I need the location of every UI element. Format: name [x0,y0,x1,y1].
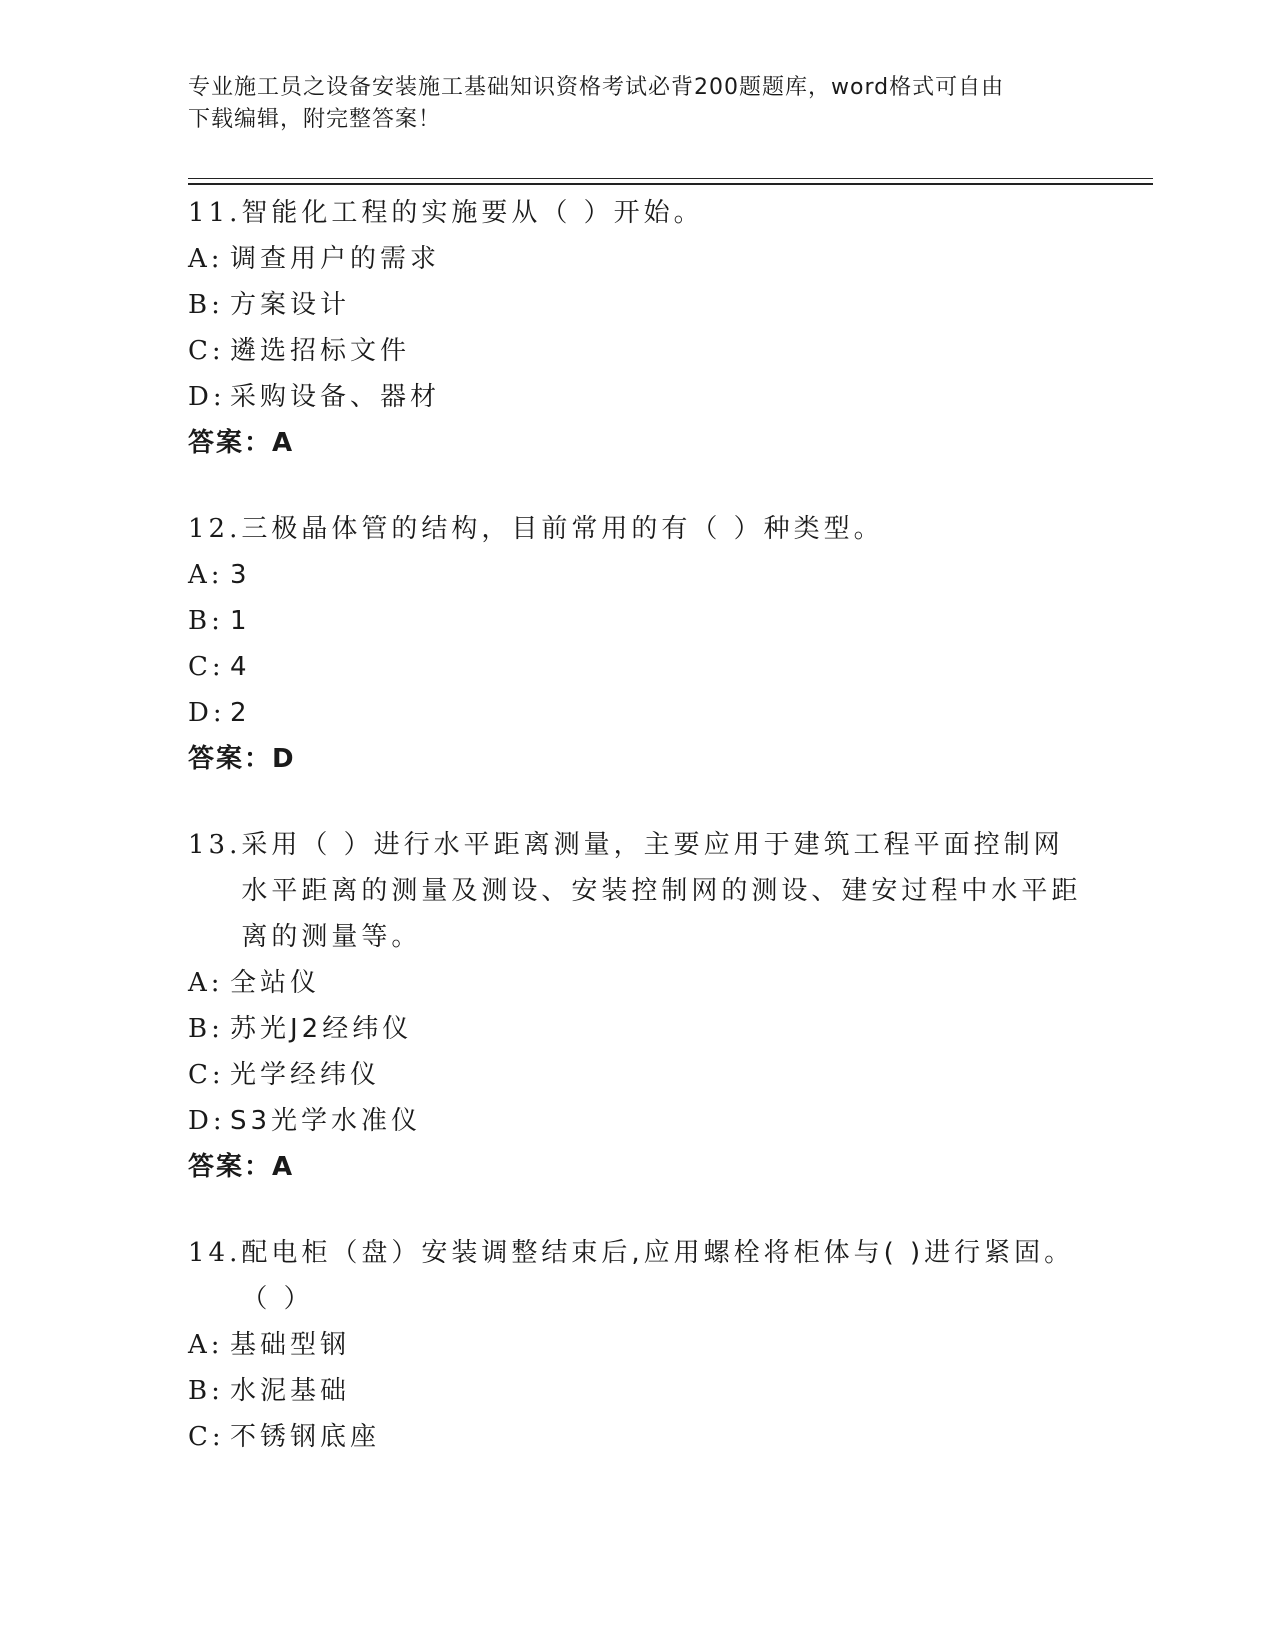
option-letter: C: [188,1422,225,1452]
question-text: 三极晶体管的结构，目前常用的有（ ）种类型。 [241,514,884,544]
header-line-2: 下载编辑，附完整答案！ [188,107,442,132]
header-divider [188,178,1153,185]
option-c [188,1414,1088,1460]
question-number: 14. [188,1238,242,1268]
option-b [188,1006,1088,1052]
question-12 [188,506,1088,782]
option-text: 光学经纬仪 [230,1060,381,1090]
option-letter: C: [188,336,225,366]
question-text: 配电柜（盘）安装调整结束后,应用螺栓将柜体与( )进行紧固。（ ） [241,1238,1075,1314]
question-list [188,190,1088,1500]
option-c [188,644,1088,690]
option-letter: C: [188,652,225,682]
option-letter: B: [188,606,224,636]
option-a [188,236,1088,282]
document-header [188,72,1068,136]
answer-line: 答案：D [188,744,296,774]
option-a [188,960,1088,1006]
option-letter: D: [188,698,226,728]
header-line-1: 专业施工员之设备安装施工基础知识资格考试必背200题题库，word格式可自由 [188,75,1005,100]
question-11 [188,190,1088,466]
option-letter: A: [188,968,224,998]
option-text: 采购设备、器材 [230,382,441,412]
option-letter: B: [188,1376,224,1406]
option-text: 方案设计 [230,290,351,320]
option-c [188,1052,1088,1098]
question-14 [188,1230,1088,1460]
option-letter: A: [188,244,224,274]
question-number: 12. [188,514,242,544]
option-letter: B: [188,1014,224,1044]
option-text: 调查用户的需求 [230,244,441,274]
option-text: 3 [230,560,251,590]
option-a [188,1322,1088,1368]
option-text: 不锈钢底座 [230,1422,381,1452]
option-text: 水泥基础 [230,1376,351,1406]
option-letter: B: [188,290,224,320]
question-number: 11. [188,198,242,228]
option-letter: D: [188,382,226,412]
option-c [188,328,1088,374]
option-d [188,690,1088,736]
option-b [188,282,1088,328]
option-d [188,374,1088,420]
question-text: 采用（ ）进行水平距离测量，主要应用于建筑工程平面控制网水平距离的测量及测设、安装控制网的测设、建安过程中水平距离的测量等。 [241,830,1082,952]
option-letter: A: [188,1330,224,1360]
option-text: S3光学水准仪 [230,1106,422,1136]
option-b [188,598,1088,644]
option-letter: C: [188,1060,225,1090]
answer-line: 答案：A [188,1152,295,1182]
option-b [188,1368,1088,1414]
answer-line: 答案：A [188,428,295,458]
option-d [188,1098,1088,1144]
option-text: 2 [230,698,251,728]
option-text: 基础型钢 [230,1330,351,1360]
option-text: 遴选招标文件 [230,336,411,366]
question-13 [188,822,1088,1190]
option-letter: A: [188,560,224,590]
question-text: 智能化工程的实施要从（ ）开始。 [241,198,704,228]
option-text: 4 [230,652,251,682]
question-number: 13. [188,830,242,860]
option-letter: D: [188,1106,226,1136]
option-text: 苏光J2经纬仪 [230,1014,413,1044]
option-text: 全站仪 [230,968,321,998]
option-a [188,552,1088,598]
option-text: 1 [230,606,251,636]
